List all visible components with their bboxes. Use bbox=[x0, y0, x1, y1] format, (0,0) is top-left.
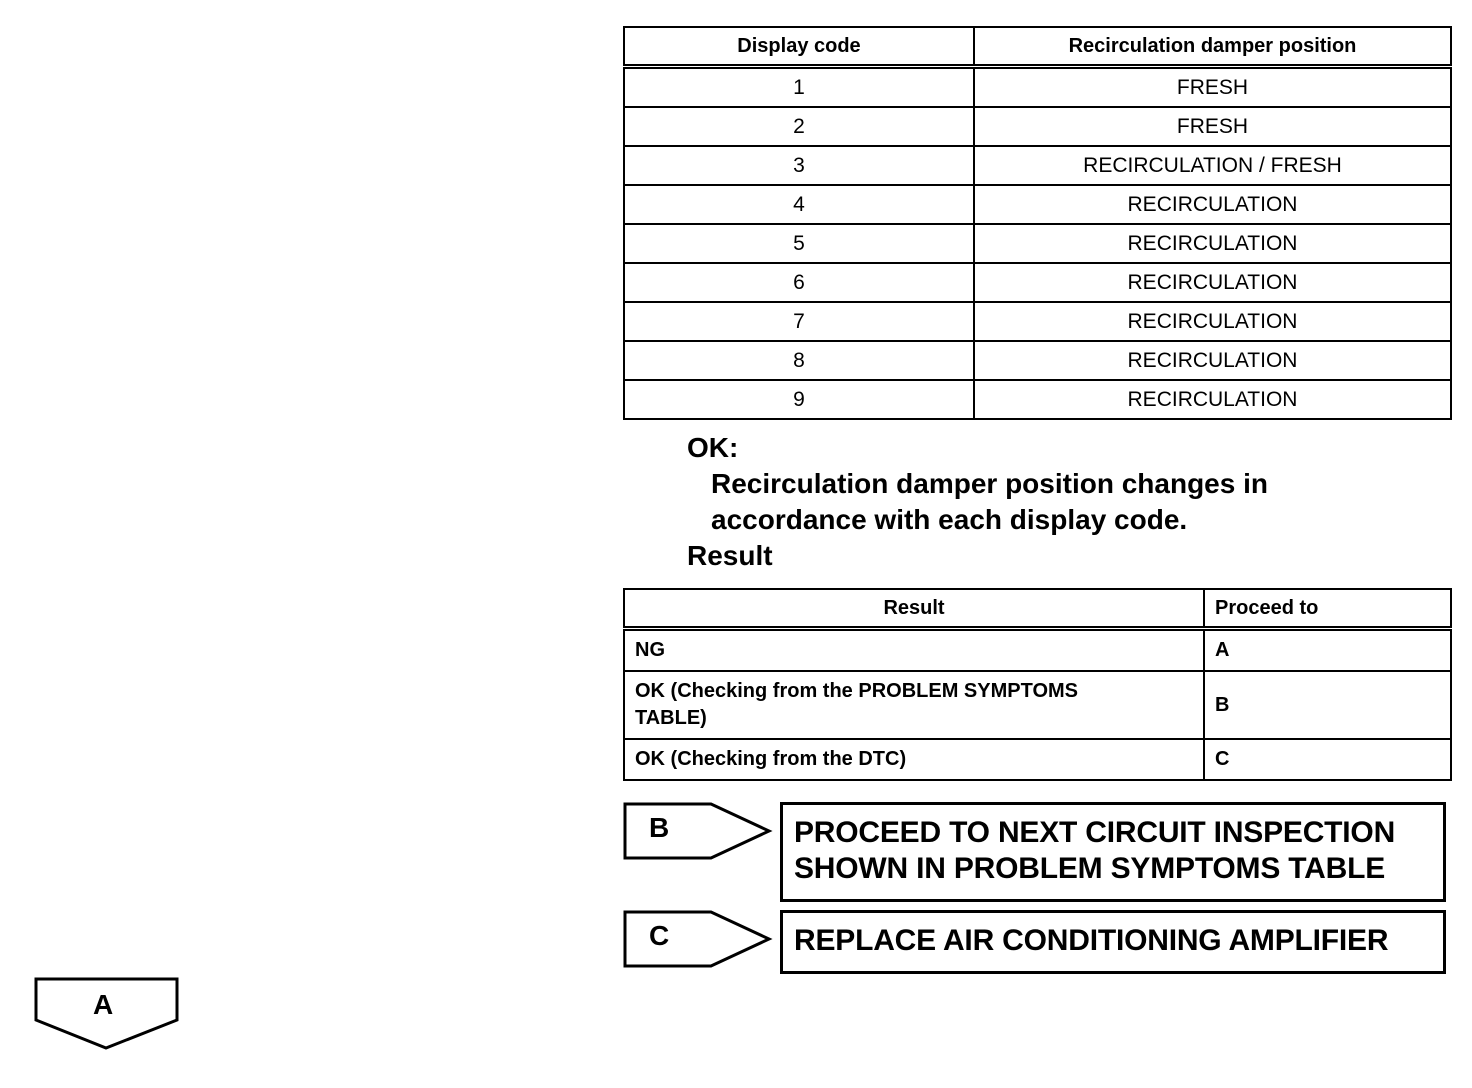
damper-position-cell: FRESH bbox=[974, 67, 1451, 108]
display-code-cell: 2 bbox=[624, 107, 974, 146]
result-heading: Result bbox=[687, 540, 773, 571]
table-row bbox=[624, 739, 1451, 780]
damper-position-cell: RECIRCULATION bbox=[974, 185, 1451, 224]
proceed-arrow-b bbox=[623, 802, 773, 860]
result-table bbox=[623, 588, 1452, 781]
result-cell: NG bbox=[624, 629, 1204, 672]
display-code-cell: 8 bbox=[624, 341, 974, 380]
table-row bbox=[624, 185, 1451, 224]
damper-position-cell: RECIRCULATION / FRESH bbox=[974, 146, 1451, 185]
proceed-to-cell: A bbox=[1204, 629, 1451, 672]
display-code-cell: 7 bbox=[624, 302, 974, 341]
table-row bbox=[624, 146, 1451, 185]
table-row bbox=[624, 380, 1451, 419]
table-row bbox=[624, 629, 1451, 672]
proceed-letter-b: B bbox=[649, 812, 670, 843]
action-box-c bbox=[780, 910, 1446, 974]
table-row bbox=[624, 67, 1451, 108]
table-header-row bbox=[624, 589, 1451, 629]
display-code-cell: 3 bbox=[624, 146, 974, 185]
display-code-cell: 6 bbox=[624, 263, 974, 302]
damper-position-cell: RECIRCULATION bbox=[974, 380, 1451, 419]
table-row bbox=[624, 224, 1451, 263]
table-row bbox=[624, 302, 1451, 341]
damper-position-cell: FRESH bbox=[974, 107, 1451, 146]
ok-description-line2: accordance with each display code. bbox=[711, 504, 1188, 535]
table-header-row bbox=[624, 27, 1451, 67]
arrow-right-icon bbox=[623, 802, 773, 860]
proceed-arrow-c bbox=[623, 910, 773, 968]
table-row bbox=[624, 341, 1451, 380]
proceed-to-cell: C bbox=[1204, 739, 1451, 780]
proceed-letter-c: C bbox=[649, 920, 670, 951]
result-cell: OK (Checking from the DTC) bbox=[624, 739, 1204, 780]
damper-position-cell: RECIRCULATION bbox=[974, 302, 1451, 341]
result-cell: OK (Checking from the PROBLEM SYMPTOMS TABLE) bbox=[624, 671, 1204, 739]
display-code-cell: 4 bbox=[624, 185, 974, 224]
display-code-table bbox=[623, 26, 1452, 420]
damper-position-cell: RECIRCULATION bbox=[974, 263, 1451, 302]
ok-label: OK: bbox=[687, 432, 739, 463]
action-c-line1: REPLACE AIR CONDITIONING AMPLIFIER bbox=[794, 924, 1389, 957]
display-code-cell: 1 bbox=[624, 67, 974, 108]
column-header-damper-position: Recirculation damper position bbox=[974, 27, 1451, 67]
column-header-proceed-to: Proceed to bbox=[1204, 589, 1451, 629]
table-row bbox=[624, 263, 1451, 302]
action-b-line1: PROCEED TO NEXT CIRCUIT INSPECTION bbox=[794, 816, 1396, 849]
damper-position-cell: RECIRCULATION bbox=[974, 341, 1451, 380]
arrow-right-icon bbox=[623, 910, 773, 968]
column-header-result: Result bbox=[624, 589, 1204, 629]
column-header-display-code: Display code bbox=[624, 27, 974, 67]
marker-letter-a: A bbox=[93, 989, 114, 1020]
display-code-cell: 5 bbox=[624, 224, 974, 263]
ok-description-line1: Recirculation damper position changes in bbox=[711, 468, 1268, 499]
display-code-cell: 9 bbox=[624, 380, 974, 419]
action-box-b bbox=[780, 802, 1446, 902]
next-step-marker-a bbox=[34, 977, 180, 1051]
ok-criteria bbox=[687, 430, 1268, 574]
table-row bbox=[624, 107, 1451, 146]
proceed-to-cell: B bbox=[1204, 671, 1451, 739]
action-b-line2: SHOWN IN PROBLEM SYMPTOMS TABLE bbox=[794, 852, 1386, 885]
table-row bbox=[624, 671, 1451, 739]
damper-position-cell: RECIRCULATION bbox=[974, 224, 1451, 263]
